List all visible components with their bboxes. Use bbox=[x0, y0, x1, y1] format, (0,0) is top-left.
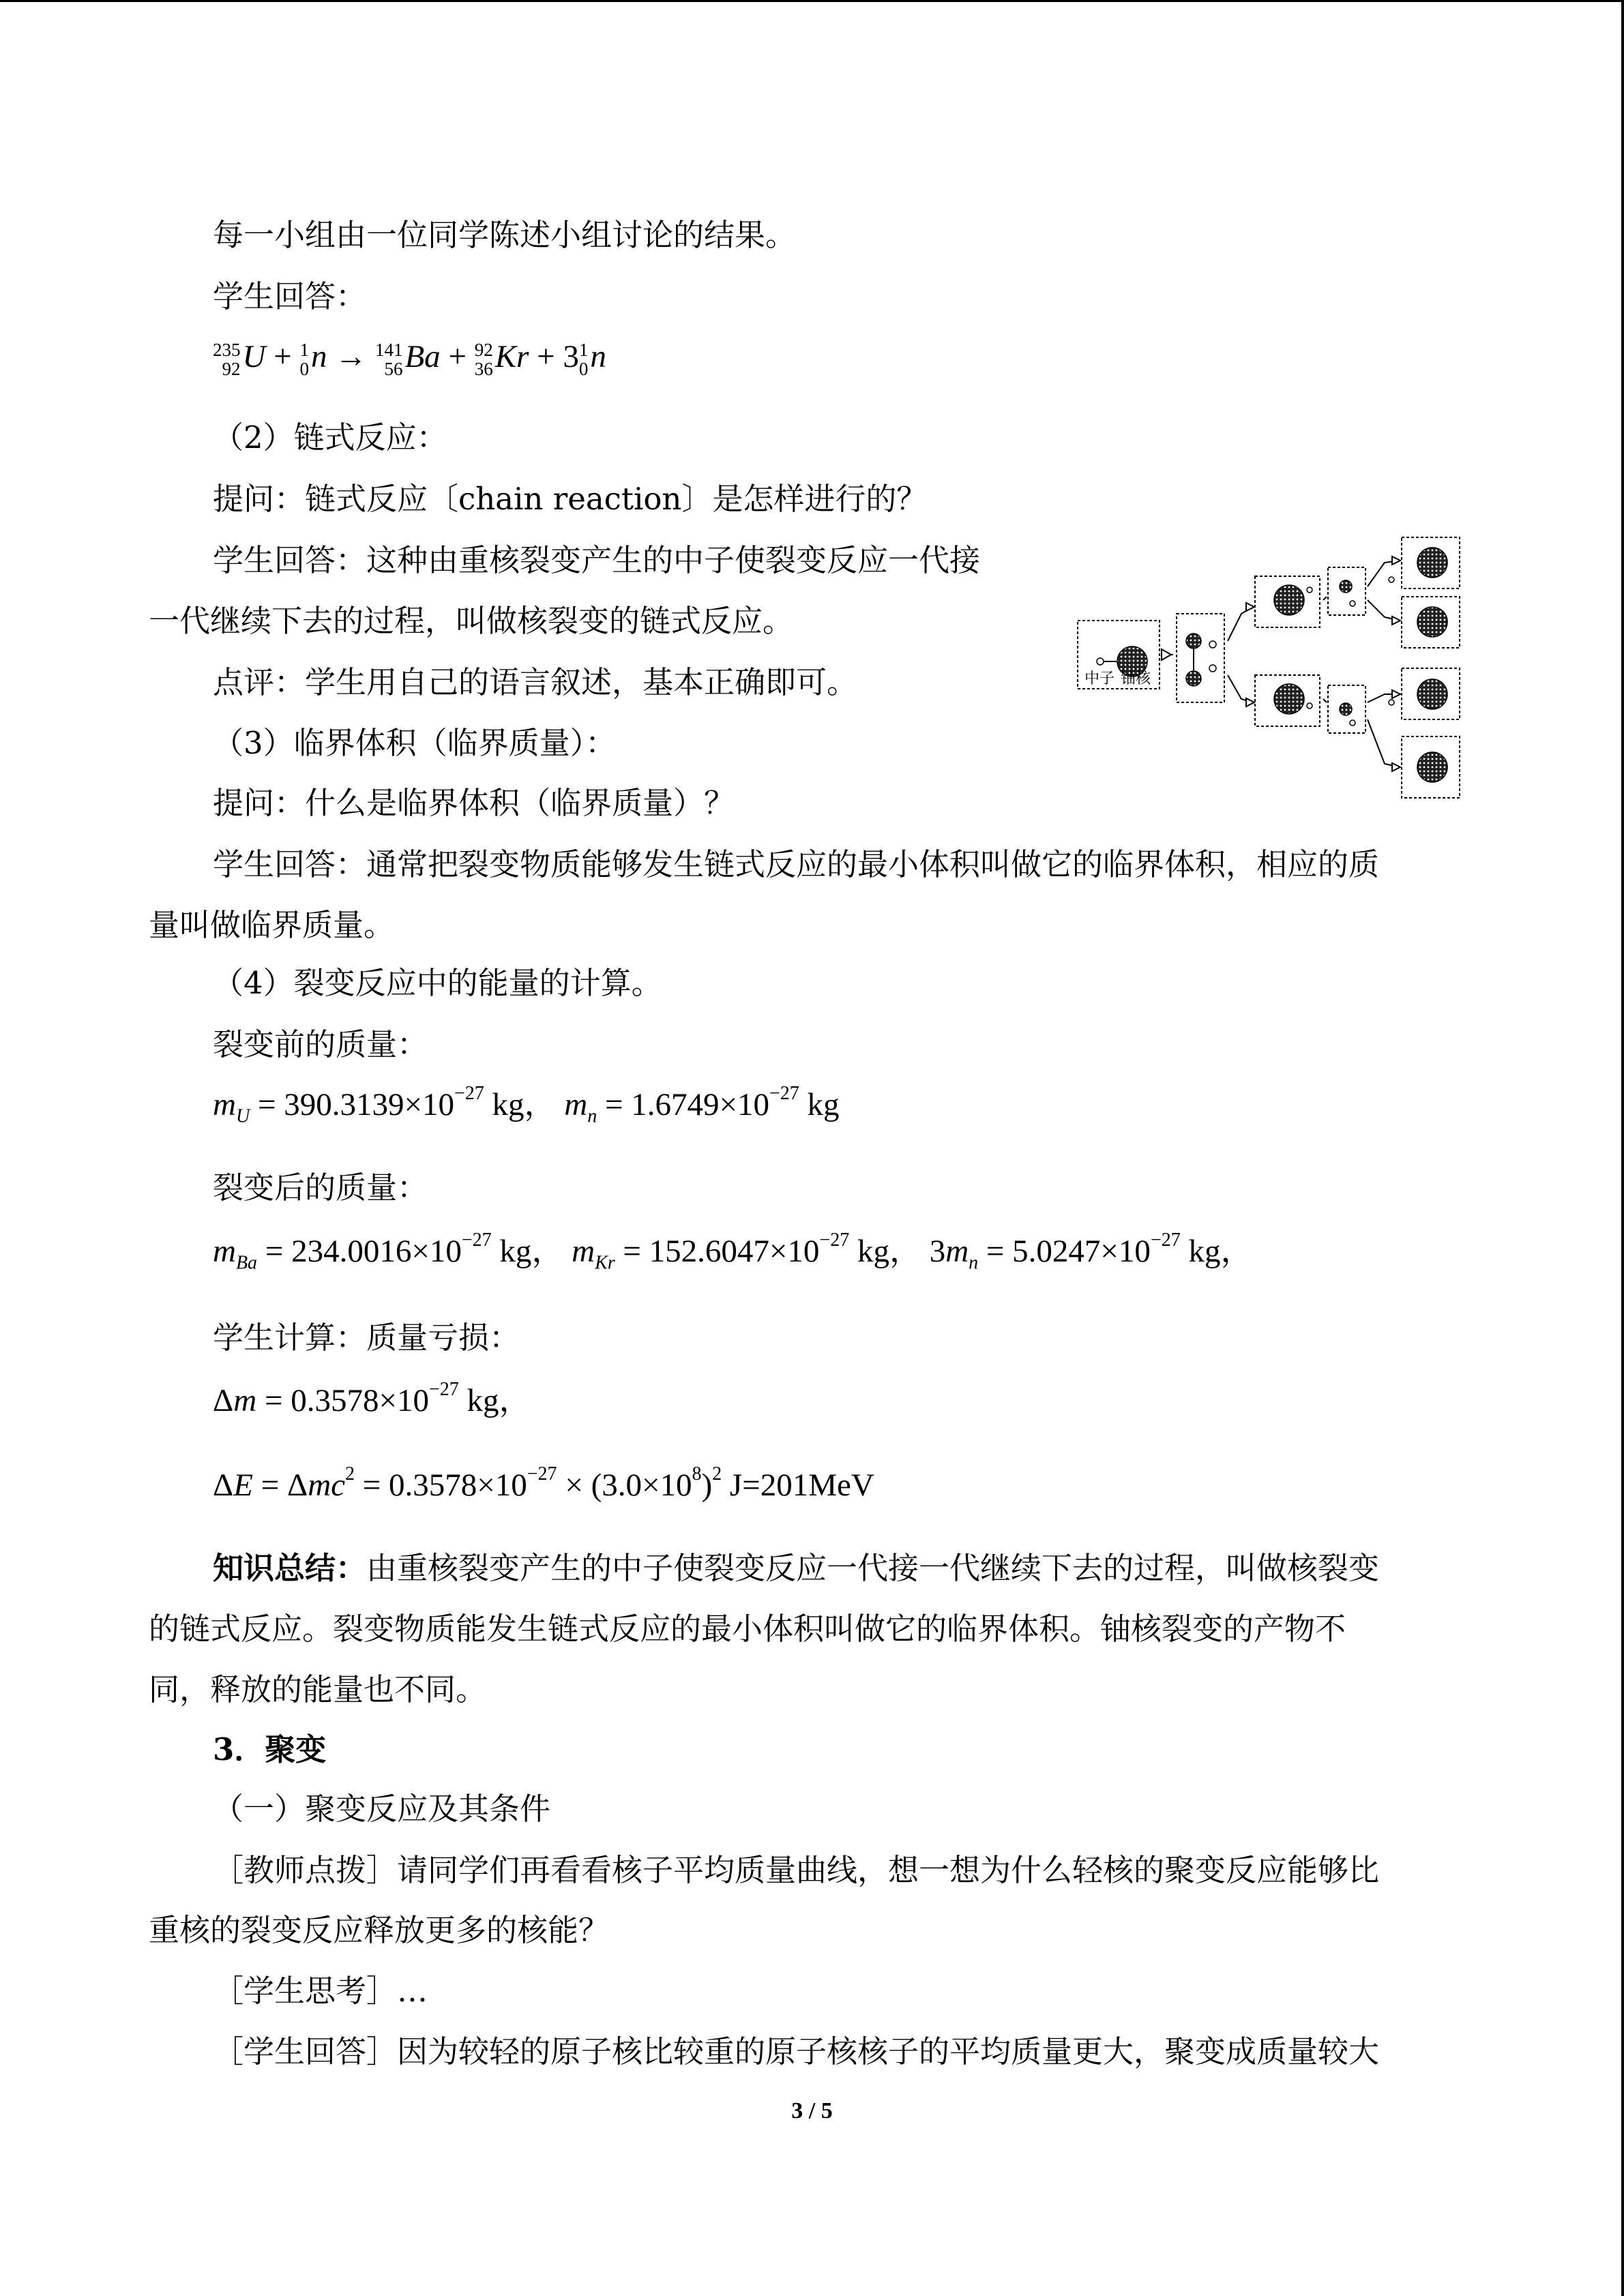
text-line: （2）链式反应： bbox=[213, 419, 447, 456]
text-line: 学生回答：这种由重核裂变产生的中子使裂变反应一代接 bbox=[213, 542, 981, 578]
n2-indices: 1 0 bbox=[578, 340, 589, 380]
summary-label: 知识总结： bbox=[213, 1550, 367, 1586]
neutron-label: 中子 bbox=[1084, 670, 1115, 687]
energy-equation: $\Delta E = \Delta mc^2 = 0.3578\times 10^{-27} \times (3.0\times 10^8)^2$ J=201MeV bbox=[213, 1463, 874, 1503]
mass-defect-equation: $\Delta m = 0.3578\times 10^{-27}$ kg， bbox=[213, 1379, 531, 1418]
text-line: 裂变前的质量： bbox=[213, 1026, 428, 1062]
kr-indices: 92 36 bbox=[474, 340, 493, 380]
ba-indices: 141 56 bbox=[374, 340, 403, 380]
n-indices: 1 0 bbox=[299, 340, 309, 380]
section-heading: 3．聚变 bbox=[213, 1731, 327, 1768]
text-line: 裂变后的质量： bbox=[213, 1169, 428, 1206]
text-line: （4）裂变反应中的能量的计算。 bbox=[213, 965, 662, 1001]
summary-line-1: 知识总结：由重核裂变产生的中子使裂变反应一代接一代继续下去的过程，叫做核裂变 bbox=[213, 1550, 1380, 1586]
subsection-heading: （一）聚变反应及其条件 bbox=[213, 1791, 551, 1827]
text-line: 提问：链式反应〔chain reaction〕是怎样进行的？ bbox=[213, 481, 928, 517]
page-number: 3 / 5 bbox=[791, 2098, 833, 2123]
text-line: ［学生回答］因为较轻的原子核比较重的原子核核子的平均质量更大，聚变成质量较大 bbox=[213, 2033, 1380, 2070]
text-line: 一代继续下去的过程，叫做核裂变的链式反应。 bbox=[149, 603, 794, 639]
fission-equation: 235 92 U + 1 0 n → 141 56 Ba + 92 36 Kr + 3 1 0 n bbox=[213, 339, 606, 380]
text-line: （3）临界体积（临界质量）： bbox=[213, 725, 617, 761]
text-line: 同，释放的能量也不同。 bbox=[149, 1671, 487, 1708]
text-line: ［教师点拨］请同学们再看看核子平均质量曲线，想一想为什么轻核的聚变反应能够比 bbox=[213, 1852, 1380, 1888]
text-line: 学生回答： bbox=[213, 278, 367, 314]
text-line: 提问：什么是临界体积（临界质量）？ bbox=[213, 785, 735, 821]
text-line: 的链式反应。裂变物质能发生链式反应的最小体积叫做它的临界体积。铀核裂变的产物不 bbox=[149, 1611, 1346, 1647]
text-line: 点评：学生用自己的语言叙述，基本正确即可。 bbox=[213, 664, 858, 700]
mass-before-equation: $m_U = 390.3139\times 10^{-27}$ kg， $m_n = 1.6749\times 10^{-27}$ kg bbox=[213, 1083, 840, 1127]
text-line: 每一小组由一位同学陈述小组讨论的结果。 bbox=[213, 217, 797, 253]
chain-reaction-diagram bbox=[1074, 532, 1470, 805]
text-line: ［学生思考］… bbox=[213, 1973, 428, 2009]
text-line: 量叫做临界质量。 bbox=[149, 907, 395, 943]
mass-after-equation: $m_{Ba} = 234.0016\times 10^{-27}$ kg， $m_{Kr} = 152.6047\times 10^{-27}$ kg， $3m_n = 5.0247\times 10^{-27}$ kg， bbox=[213, 1229, 1253, 1274]
text-line: 学生回答：通常把裂变物质能够发生链式反应的最小体积叫做它的临界体积，相应的质 bbox=[213, 846, 1380, 882]
text-line: 重核的裂变反应释放更多的核能？ bbox=[149, 1912, 610, 1948]
text-line: 学生计算：质量亏损： bbox=[213, 1320, 520, 1356]
page-top-border bbox=[0, 0, 1624, 2]
uranium-label: 铀核 bbox=[1121, 670, 1151, 687]
u-indices: 235 92 bbox=[213, 340, 241, 380]
